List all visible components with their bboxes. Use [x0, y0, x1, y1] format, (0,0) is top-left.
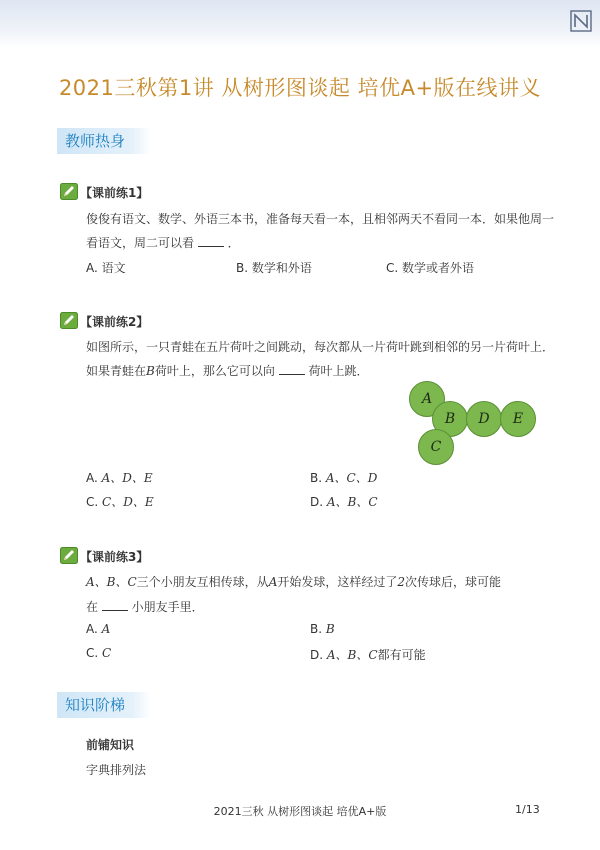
section-heading-knowledge-ladder: 知识阶梯	[57, 692, 151, 718]
option-prefix: B.	[310, 622, 323, 636]
pencil-icon	[60, 547, 78, 564]
exercise-1-line2-start: 看语文，周二可以看	[86, 236, 195, 250]
exercise-3-label: 【课前练3】	[80, 550, 149, 564]
exercise-3-option-b	[310, 622, 335, 636]
footer-title: 2021三秋 从树形图谈起 培优A+版	[213, 805, 387, 818]
pencil-icon	[60, 312, 78, 329]
exercise-3-option-d	[310, 646, 426, 663]
answer-blank	[102, 600, 128, 611]
exercise-3-line2-end: 小朋友手里．	[131, 600, 204, 614]
exercise-3-var-a: A	[268, 575, 278, 589]
option-prefix: A.	[86, 471, 98, 485]
option-value: A、B、C	[326, 648, 378, 662]
publisher-logo-icon	[570, 10, 592, 32]
option-value: A、D、E	[101, 471, 153, 485]
exercise-2-text-line1: 如图所示，一只青蛙在五片荷叶之间跳动，每次都从一片荷叶跳到相邻的另一片荷叶上．	[86, 340, 555, 354]
answer-blank	[198, 236, 224, 247]
knowledge-heading: 前铺知识	[86, 738, 135, 752]
exercise-1-label: 【课前练1】	[80, 186, 149, 200]
exercise-2-line2-end: 荷叶上跳．	[308, 364, 369, 378]
page-number: 1/13	[515, 803, 540, 816]
lily-pad-d: D	[466, 401, 502, 437]
exercise-1-text-line2	[86, 234, 240, 251]
lily-pad-b: B	[432, 401, 468, 437]
exercise-2-line2-mid: 荷叶上，那么它可以向	[154, 364, 275, 378]
option-prefix: A.	[86, 622, 98, 636]
exercise-2-text-line2	[86, 362, 369, 379]
option-value: A、C、D	[325, 471, 378, 485]
option-value-suffix: 都有可能	[377, 648, 426, 662]
option-prefix: C.	[86, 646, 99, 660]
lily-pad-a: A	[409, 381, 445, 417]
exercise-1-option-a: A. 语文	[86, 261, 126, 275]
exercise-3-line1-end: 次传球后，球可能	[405, 575, 502, 589]
lily-pad-e: E	[500, 401, 536, 437]
exercise-2-option-a	[86, 469, 153, 486]
header-band	[0, 0, 600, 48]
exercise-3-option-c	[86, 646, 111, 660]
option-prefix: C.	[86, 495, 99, 509]
exercise-2-line2-var: B	[146, 364, 155, 378]
option-prefix: D.	[310, 648, 324, 662]
exercise-1-line2-end: ．	[227, 236, 240, 250]
section-heading-warmup: 教师热身	[57, 128, 151, 154]
option-prefix: B.	[310, 471, 323, 485]
exercise-3-option-a	[86, 622, 110, 636]
exercise-2-option-c	[86, 493, 154, 510]
page-title: 2021三秋第1讲 从树形图谈起 培优A+版在线讲义	[58, 76, 542, 100]
option-value: A、B、C	[326, 495, 378, 509]
option-value: A	[101, 622, 111, 636]
pencil-icon	[60, 183, 78, 200]
exercise-3-vars: A、B、C	[86, 575, 137, 589]
lily-pad-c: C	[418, 429, 454, 465]
exercise-3-line1-part: 开始发球，这样经过了	[277, 575, 398, 589]
knowledge-item: 字典排列法	[86, 763, 147, 777]
exercise-2-line2-start: 如果青蛙在	[86, 364, 147, 378]
option-prefix: D.	[310, 495, 324, 509]
exercise-1-option-b: B. 数学和外语	[236, 261, 312, 275]
answer-blank	[279, 364, 305, 375]
option-value: B	[325, 622, 335, 636]
exercise-3-line2-start: 在	[86, 600, 99, 614]
exercise-2-option-d	[310, 493, 378, 510]
exercise-2-option-b	[310, 469, 377, 486]
option-value: C	[102, 646, 112, 660]
exercise-1-text-line1: 俊俊有语文、数学、外语三本书，准备每天看一本，且相邻两天不看同一本．如果他周一	[86, 212, 555, 226]
exercise-1-option-c: C. 数学或者外语	[386, 261, 475, 275]
exercise-3-number: 2	[397, 575, 406, 589]
exercise-3-line1-part: 三个小朋友互相传球，从	[136, 575, 269, 589]
option-value: C、D、E	[102, 495, 154, 509]
exercise-3-text-line1	[86, 573, 501, 590]
exercise-3-text-line2	[86, 598, 204, 615]
exercise-2-label: 【课前练2】	[80, 315, 149, 329]
